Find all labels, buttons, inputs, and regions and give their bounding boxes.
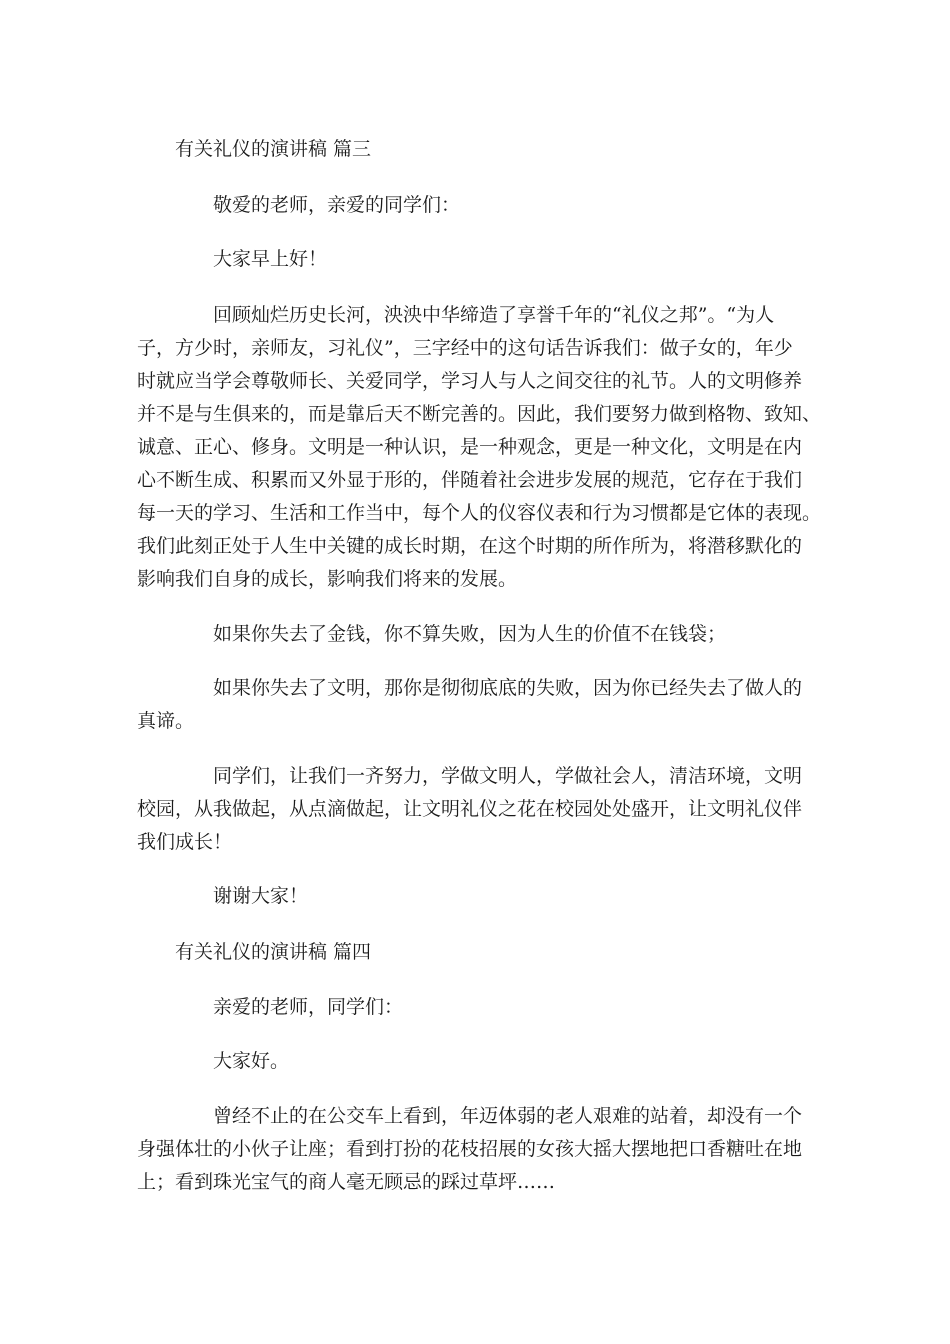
paragraph-line: 我们此刻正处于人生中关键的成长时期，在这个时期的所作所为，将潜移默化的 (137, 535, 803, 557)
greeting: 大家早上好！ (213, 248, 328, 270)
paragraph-line: 校园，从我做起，从点滴做起，让文明礼仪之花在校园处处盛开，让文明礼仪伴 (137, 798, 803, 820)
paragraph-line: 曾经不止的在公交车上看到，年迈体弱的老人艰难的站着，却没有一个 (213, 1105, 803, 1127)
paragraph-line: 上；看到珠光宝气的商人毫无顾忌的踩过草坪…… (137, 1171, 556, 1193)
paragraph-line: 如果你失去了文明，那你是彻彻底底的失败，因为你已经失去了做人的 (213, 677, 803, 699)
salutation: 亲爱的老师，同学们： (213, 996, 404, 1018)
paragraph-line: 并不是与生俱来的，而是靠后天不断完善的。因此，我们要努力做到格物、致知、 (137, 403, 822, 425)
salutation: 敬爱的老师，亲爱的同学们： (213, 194, 461, 216)
paragraph-line: 我们成长！ (137, 831, 233, 853)
paragraph-line: 回顾灿烂历史长河，泱泱中华缔造了享誉千年的“礼仪之邦”。“为人 (213, 304, 775, 326)
paragraph-line: 诚意、正心、修身。文明是一种认识，是一种观念，更是一种文化，文明是在内 (137, 436, 803, 458)
section-heading: 有关礼仪的演讲稿 篇三 (175, 138, 372, 160)
section-heading: 有关礼仪的演讲稿 篇四 (175, 941, 372, 963)
paragraph-line: 时就应当学会尊敬师长、关爱同学，学习人与人之间交往的礼节。人的文明修养 (137, 370, 803, 392)
paragraph-line: 影响我们自身的成长，影响我们将来的发展。 (137, 568, 518, 590)
paragraph-line: 同学们，让我们一齐努力，学做文明人，学做社会人，清洁环境，文明 (213, 765, 803, 787)
closing: 谢谢大家！ (213, 885, 309, 907)
paragraph-line: 每一天的学习、生活和工作当中，每个人的仪容仪表和行为习惯都是它体的表现。 (137, 502, 822, 524)
paragraph-line: 真谛。 (137, 710, 195, 732)
paragraph: 如果你失去了金钱，你不算失败，因为人生的价值不在钱袋； (213, 623, 727, 645)
paragraph-line: 心不断生成、积累而又外显于形的，伴随着社会进步发展的规范，它存在于我们 (137, 469, 803, 491)
paragraph-line: 子，方少时，亲师友，习礼仪”，三字经中的这句话告诉我们：做子女的，年少 (137, 337, 793, 359)
greeting: 大家好。 (213, 1050, 290, 1072)
paragraph-line: 身强体壮的小伙子让座；看到打扮的花枝招展的女孩大摇大摆地把口香糖吐在地 (137, 1138, 803, 1160)
